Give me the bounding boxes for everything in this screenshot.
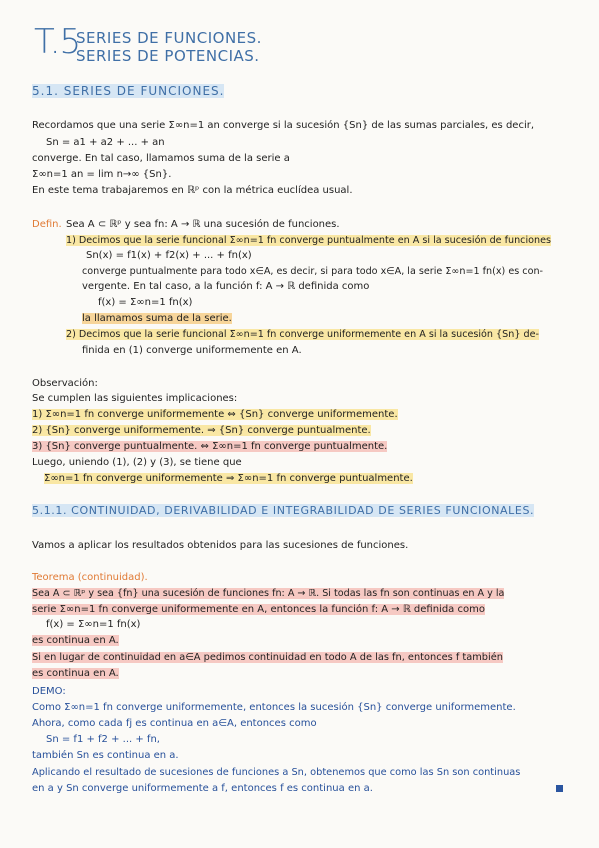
highlighted-text: 2) Decimos que la serie funcional Σ∞n=1 fn converge uniformemente en A si la sucesión {Sn} de- xyxy=(66,329,539,340)
text-line xyxy=(66,235,551,247)
highlighted-text: es continua en A. xyxy=(32,635,119,646)
qed-square-icon xyxy=(556,785,563,792)
text-line xyxy=(32,425,371,437)
text-line xyxy=(32,652,503,664)
text-line xyxy=(32,635,119,647)
section-heading xyxy=(32,84,224,98)
text-line xyxy=(32,604,485,616)
text-line: converge. En tal caso, llamamos suma de la serie a xyxy=(32,153,290,164)
section-heading-text: 5.1. SERIES DE FUNCIONES. xyxy=(32,84,225,98)
formula-line: f(x) = Σ∞n=1 fn(x) xyxy=(46,619,141,630)
text-line: Vamos a aplicar los resultados obtenidos para las sucesiones de funciones. xyxy=(32,540,409,551)
chapter-title-line1: SERIES DE FUNCIONES. xyxy=(76,29,262,47)
highlighted-text: Sea A ⊂ ℝᵖ y sea {fn} una sucesión de funciones fn: A → ℝ. Si todas las fn son continuas en A y la xyxy=(32,588,505,599)
highlighted-text: 3) {Sn} converge puntualmente. ⇔ Σ∞n=1 fn converge puntualmente. xyxy=(32,441,388,452)
highlighted-text: 1) Σ∞n=1 fn converge uniformemente ⇔ {Sn} converge uniformemente. xyxy=(32,409,398,420)
text-line xyxy=(32,441,387,453)
text-line: Se cumplen las siguientes implicaciones: xyxy=(32,393,238,404)
formula-line: f(x) = Σ∞n=1 fn(x) xyxy=(98,297,193,308)
text-line xyxy=(82,313,232,325)
chapter-title-line2: SERIES DE POTENCIAS. xyxy=(76,47,260,65)
text-line xyxy=(32,668,119,680)
highlighted-text: es continua en A. xyxy=(32,668,119,679)
text-line: Observación: xyxy=(32,378,98,389)
text-line: En este tema trabajaremos en ℝᵖ con la métrica euclídea usual. xyxy=(32,185,353,196)
text-line: converge puntualmente para todo x∈A, es decir, si para todo x∈A, la serie Σ∞n=1 fn(x) es con- xyxy=(82,266,543,277)
text-line xyxy=(44,473,413,485)
text-line: en a y Sn converge uniformemente a f, entonces f es continua en a. xyxy=(32,783,373,794)
highlighted-text: 2) {Sn} converge uniformemente. ⇒ {Sn} converge puntualmente. xyxy=(32,425,371,436)
text-line xyxy=(66,329,539,341)
text-line: finida en (1) converge uniformemente en A. xyxy=(82,345,302,356)
highlighted-text: serie Σ∞n=1 fn converge uniformemente en A, entonces la función f: A → ℝ definida como xyxy=(32,604,485,615)
text-line: Luego, uniendo (1), (2) y (3), se tiene que xyxy=(32,457,242,468)
theorem-label: Teorema (continuidad). xyxy=(32,572,148,583)
highlighted-text: Σ∞n=1 fn converge uniformemente ⇒ Σ∞n=1 fn converge puntualmente. xyxy=(44,473,413,484)
subsection-heading-text: 5.1.1. CONTINUIDAD, DERIVABILIDAD E INTEGRABILIDAD DE SERIES FUNCIONALES. xyxy=(32,504,535,517)
formula-line: Sn = a1 + a2 + ... + an xyxy=(46,137,165,148)
text-line: Recordamos que una serie Σ∞n=1 an converge si la sucesión {Sn} de las sumas parciales, es decir, xyxy=(32,120,535,131)
text-line: Sea A ⊂ ℝᵖ y sea fn: A → ℝ una sucesión de funciones. xyxy=(66,219,340,230)
highlighted-text: la llamamos suma de la serie. xyxy=(82,313,232,324)
highlighted-text: Si en lugar de continuidad en a∈A pedimos continuidad en todo A de las fn, entonces f también xyxy=(32,652,503,663)
formula-line: Sn = f1 + f2 + ... + fn, xyxy=(46,734,160,745)
text-line xyxy=(32,409,398,421)
text-line: también Sn es continua en a. xyxy=(32,750,179,761)
formula-line: Σ∞n=1 an = lim n→∞ {Sn}. xyxy=(32,169,172,180)
text-line: Como Σ∞n=1 fn converge uniformemente, entonces la sucesión {Sn} converge uniformemente. xyxy=(32,702,516,713)
text-line xyxy=(32,588,504,600)
chapter-number: T.5 xyxy=(34,22,81,62)
highlighted-text: 1) Decimos que la serie funcional Σ∞n=1 fn converge puntualmente en A si la sucesión de funciones xyxy=(66,235,551,246)
proof-label: DEMO: xyxy=(32,686,66,697)
text-line: Aplicando el resultado de sucesiones de funciones a Sn, obtenemos que como las Sn son continuas xyxy=(32,767,521,778)
subsection-heading xyxy=(32,504,534,517)
text-line: vergente. En tal caso, a la función f: A → ℝ definida como xyxy=(82,281,370,292)
definition-label: Defin. xyxy=(32,219,62,230)
formula-line: Sn(x) = f1(x) + f2(x) + ... + fn(x) xyxy=(86,250,252,261)
text-line: Ahora, como cada fj es continua en a∈A, entonces como xyxy=(32,718,317,729)
